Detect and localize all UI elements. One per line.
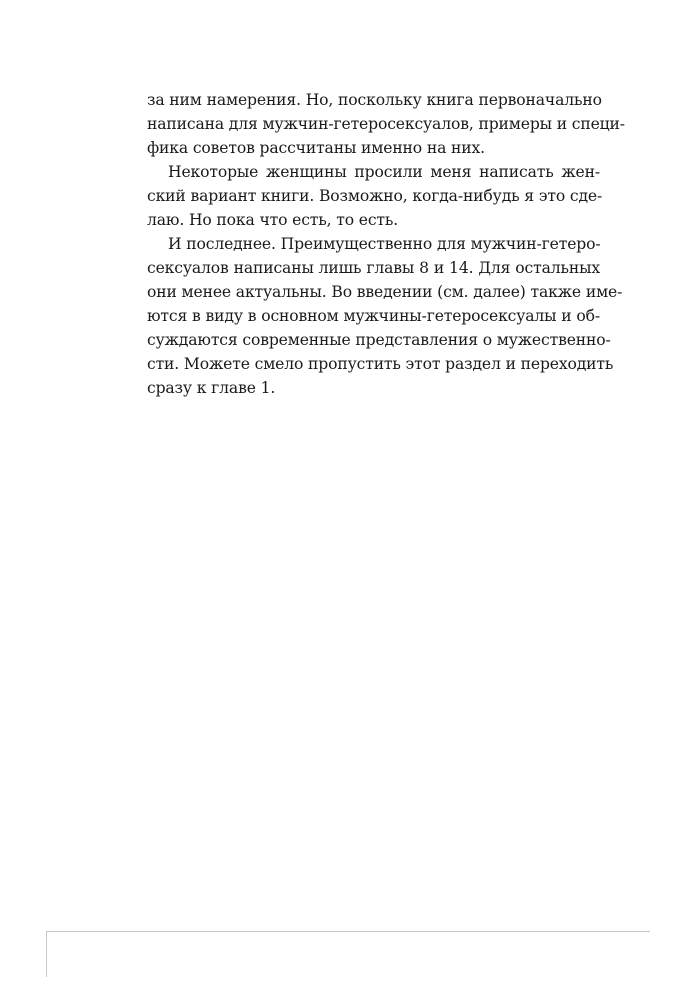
text-line: сти. Можете смело пропустить этот раздел и переходить — [147, 355, 614, 373]
text-line: написана для мужчин-гетеросексуалов, примеры и специ- — [147, 115, 625, 133]
text-line: за ним намерения. Но, поскольку книга первоначально — [147, 91, 602, 109]
text-line: сразу к главе 1. — [147, 379, 276, 397]
text-line: ются в виду в основном мужчины-гетеросексуалы и об- — [147, 307, 600, 325]
text-line: ский вариант книги. Возможно, когда-нибудь я это сде- — [147, 187, 603, 205]
text-line: И последнее. Преимущественно для мужчин-гетеро- — [168, 235, 601, 253]
text-line: Некоторые женщины просили меня написать жен- — [168, 163, 600, 181]
text-line: они менее актуальны. Во введении (см. далее) также име- — [147, 283, 623, 301]
body-text — [147, 88, 625, 400]
text-line: лаю. Но пока что есть, то есть. — [147, 211, 399, 229]
footer-rule-corner — [46, 931, 47, 977]
text-line: суждаются современные представления о мужественно- — [147, 331, 611, 349]
text-line: сексуалов написаны лишь главы 8 и 14. Для остальных — [147, 259, 600, 277]
text-line: фика советов рассчитаны именно на них. — [147, 139, 485, 157]
footer-rule — [46, 931, 650, 932]
